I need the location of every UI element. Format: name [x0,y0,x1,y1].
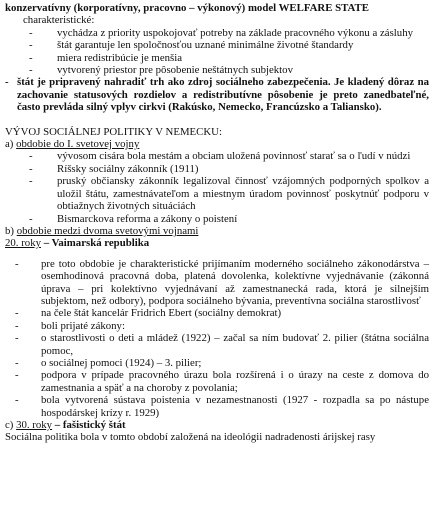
characteristics-label: charakteristické: [23,14,95,27]
dash-bullet: - [15,257,19,270]
dash-bullet: - [15,307,19,320]
period-a-heading: a) obdobie do I. svetovej vojny [5,138,140,151]
list-item: - štát garantuje len spoločnosťou uznané minimálne životné štandardy [29,39,354,52]
dash-bullet: - [29,51,33,64]
list-item: - pruský občiansky zákonník legalizoval činnosť vzájomných podporných spolkov a uložil štátu, zamestnávateľom a miestnym úradom povinnosť poskytnúť podporu v obtiažnych životných situáciách [29,175,429,213]
list-item: - o sociálnej pomoci (1924) – 3. pilier; [15,356,202,369]
dash-bullet: - [29,64,33,77]
period-a-list [5,150,429,224]
dash-bullet: - [29,26,33,39]
dash-bullet: - [15,332,19,345]
dash-bullet: - [15,319,19,332]
list-item: - Ríšsky sociálny zákonník (1911) [29,162,199,175]
twenties-list [5,258,429,419]
dash-bullet: - [29,162,33,175]
list-item: - pre toto obdobie je charakteristické prijímaním moderného sociálneho zákonodárstva – osemhodinová pracovná doba, platená dovolenka, kolektívne vyjednávanie (zákonná úprava – pri kolektívno vyjednávaní až zamestnanecká rada, ktorá je silnejším subjektom, než odbory), podpora sociálneho bývania, preventívna sociálna starostlivosť [15,257,429,307]
list-item: - vychádza z priority uspokojovať potreby na základe pracovného výkonu a zásluhy [29,26,413,39]
characteristics-list [5,27,429,77]
period-b-heading: b) obdobie medzi dvoma svetovými vojnami [5,224,199,237]
twenties-year: 20. roky [5,237,41,250]
twenties-heading: 20. roky – Vaimarská republika [5,237,150,250]
period-b-label: obdobie medzi dvoma svetovými vojnami [16,224,199,237]
thirties-text: Sociálna politika bola v tomto období založená na ideológii nadradenosti árijskej rasy [5,431,376,444]
dash-bullet: - [29,150,33,163]
section-title: VÝVOJ SOCIÁLNEJ POLITIKY V NEMECKU: [5,125,222,138]
dash-bullet: - [15,394,19,407]
list-item: - miera redistribúcie je menšia [29,51,183,64]
period-a-label: obdobie do I. svetovej vojny [16,138,140,151]
list-item: - boli prijaté zákony: [15,319,125,332]
list-item: - bola vytvorená sústava poistenia v nezamestnanosti (1927 - rozpadla sa po nástupe hospodárskej krízy r. 1929) [15,394,429,419]
dash-bullet: - [29,39,33,52]
thirties-heading: c) 30. roky – fašistický štát [5,419,126,431]
list-item: - vývosom cisára bola mestám a obciam uložená povinnosť starať sa o ľudí v núdzi [29,150,411,163]
dash-bullet: - [15,356,19,369]
list-item: - o starostlivosti o deti a mládež (1922) – začal sa ním budovať 2. pilier (štátna sociálna pomoc, [15,332,429,357]
dash-bullet: - [5,76,9,89]
thirties-year: 30. roky [16,419,53,431]
bold-note: - štát je pripravený nahradiť trh ako zdroj sociálneho zabezpečenia. Je kladený dôraz na zachovanie statusových rozdielov a redistributívne pôsobenie je preto zanedbateľné, často prevláda silný vplyv cirkvi (Rakúsko, Nemecko, Francúzsko a Taliansko). [5,76,429,114]
list-item: - Bismarckova reforma a zákony o poistení [29,212,238,225]
list-item: - podpora v prípade pracovného úrazu bola rozšírená i o úrazy na ceste z domova do zamestnania a späť a na choroby z povolania; [15,369,429,394]
list-item: - na čele štát kancelár Fridrich Ebert (sociálny demokrat) [15,307,282,320]
dash-bullet: - [15,369,19,382]
dash-bullet: - [29,212,33,225]
dash-bullet: - [29,175,33,188]
list-item: - vytvorený priestor pre pôsobenie neštátnych subjektov [29,64,293,77]
model-heading: konzervatívny (korporatívny, pracovno – výkonový) model WELFARE STATE [5,2,369,14]
